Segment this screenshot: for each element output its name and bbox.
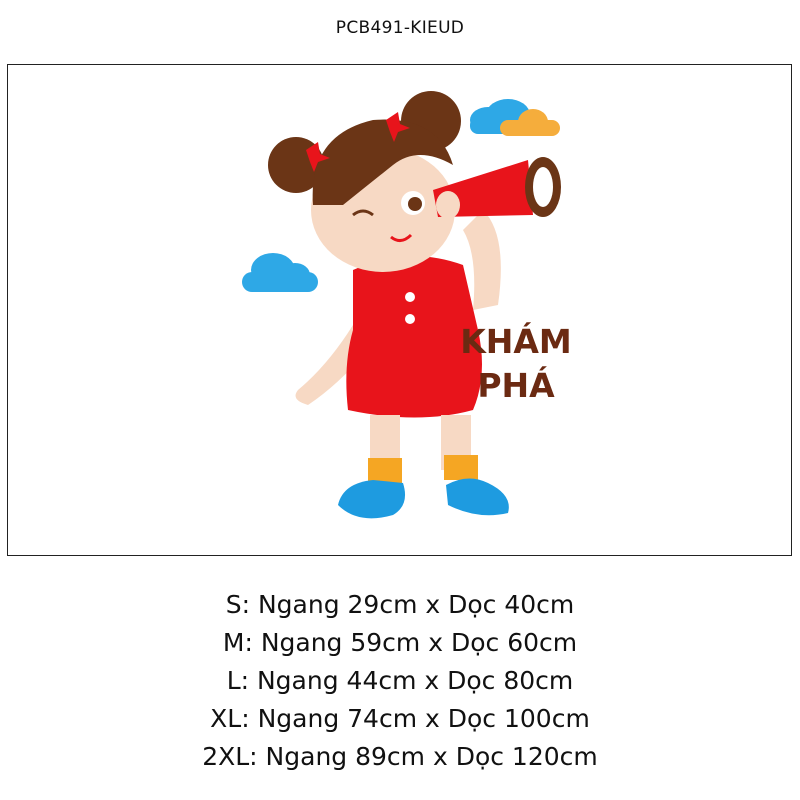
size-option-2xl: 2XL: Ngang 89cm x Dọc 120cm (202, 742, 598, 771)
shoe-icon (338, 480, 405, 518)
sticker-title-line1: KHÁM (460, 322, 572, 361)
cloud-icon (242, 253, 318, 292)
size-list (0, 586, 800, 776)
product-code: PCB491-KIEUD (335, 18, 465, 38)
size-option-s: S: Ngang 29cm x Dọc 40cm (225, 590, 575, 619)
product-image-frame (7, 64, 792, 556)
size-option-l: L: Ngang 44cm x Dọc 80cm (226, 666, 574, 695)
shoe-icon (446, 478, 509, 515)
size-option-m: M: Ngang 59cm x Dọc 60cm (222, 628, 578, 657)
sticker-title-line2: PHÁ (477, 366, 555, 405)
size-option-xl: XL: Ngang 74cm x Dọc 100cm (210, 704, 590, 733)
girl-telescope-sticker-illustration (8, 65, 793, 557)
